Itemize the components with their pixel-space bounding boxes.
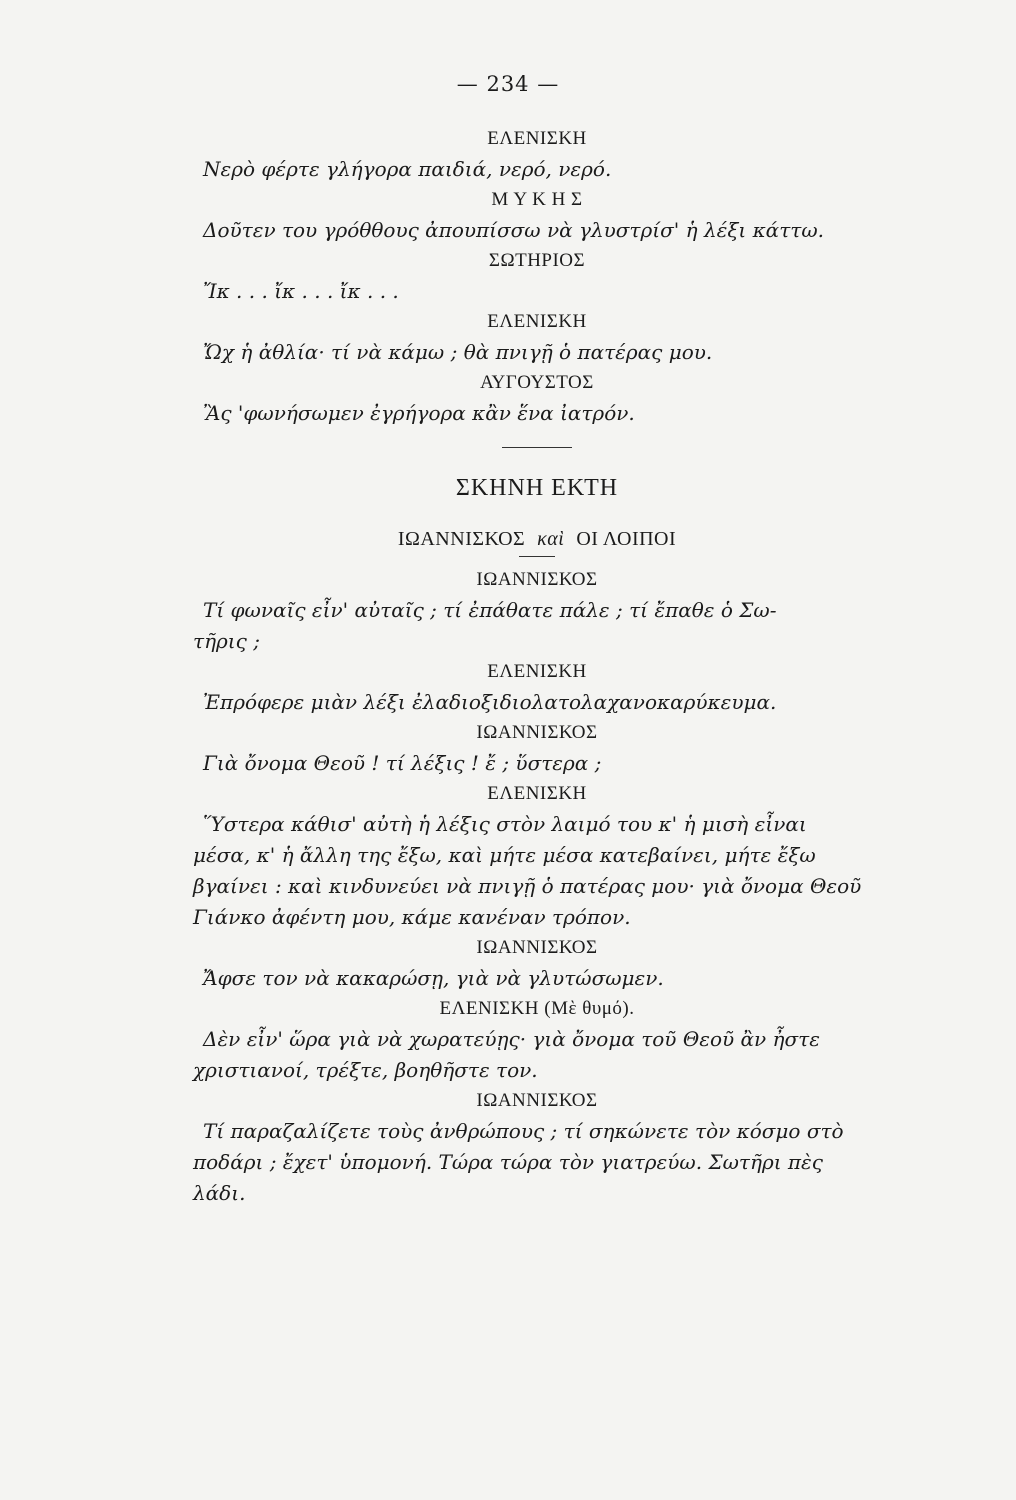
dialogue-line: λάδι. <box>193 1181 246 1205</box>
dialogue-line: βγαίνει : καὶ κινδυνεύει νὰ πνιγῇ ὁ πατέρας μου· γιὰ ὄνομα Θεοῦ <box>193 874 862 898</box>
dialogue-line: Τί παραζαλίζετε τοὺς ἀνθρώπους ; τί σηκώνετε τὸν κόσμο στὸ <box>203 1119 844 1143</box>
dialogue-line: Ὕστερα κάθισ' αὐτὴ ἡ λέξις στὸν λαιμό του κ' ἡ μισὴ εἶναι <box>203 812 807 836</box>
speaker-name: ΙΩΑΝΝΙΣΚΟΣ <box>476 722 598 743</box>
cast-second: ΟΙ ΛΟΙΠΟΙ <box>576 528 677 550</box>
dialogue-line: τῆρις ; <box>193 629 260 653</box>
dialogue-line: ποδάρι ; ἔχετ' ὑπομονή. Τώρα τώρα τὸν γιατρεύω. Σωτῆρι πὲς <box>193 1150 823 1174</box>
dialogue-line: Ἐπρόφερε μιὰν λέξι ἐλαδιοξιδιολατολαχανοκαρύκευμα. <box>203 690 777 714</box>
dialogue-line: Γιάνκο ἀφέντη μου, κάμε κανέναν τρόπον. <box>193 905 631 929</box>
scene-title: ΣΚΗΝΗ ΕΚΤΗ <box>455 475 619 501</box>
page-number: — 234 — <box>456 72 560 96</box>
scene-cast <box>193 524 881 554</box>
speaker-name: ΕΛΕΝΙΣΚΗ (Μὲ θυμό). <box>439 998 635 1019</box>
speaker-name: ΙΩΑΝΝΙΣΚΟΣ <box>476 1090 598 1111</box>
speaker-name: Μ Υ Κ Η Σ <box>491 189 583 210</box>
play-text <box>193 124 881 1209</box>
cast-divider <box>519 556 555 557</box>
speaker-name: ΑΥΓΟΥΣΤΟΣ <box>480 372 594 393</box>
dialogue-block-1 <box>193 124 881 429</box>
dialogue-line: μέσα, κ' ἡ ἄλλη της ἔξω, καὶ μήτε μέσα κατεβαίνει, μήτε ἔξω <box>193 843 816 867</box>
cast-first: ΙΩΑΝΝΙΣΚΟΣ <box>397 528 526 550</box>
speaker-name: ΙΩΑΝΝΙΣΚΟΣ <box>476 937 598 958</box>
speaker-name: ΕΛΕΝΙΣΚΗ <box>487 661 587 682</box>
speaker-name: ΕΛΕΝΙΣΚΗ <box>487 311 587 332</box>
dialogue-line: Τί φωναῖς εἶν' αὐταῖς ; τί ἐπάθατε πάλε ; τί ἔπαθε ὁ Σω- <box>203 598 777 622</box>
dialogue-line: Νερὸ φέρτε γλήγορα παιδιά, νερό, νερό. <box>203 157 612 181</box>
section-divider <box>502 447 572 448</box>
dialogue-line: Ἴκ . . . ἴκ . . . ἴκ . . . <box>203 279 399 303</box>
dialogue-block-2 <box>193 565 881 1209</box>
speaker-name: ΙΩΑΝΝΙΣΚΟΣ <box>476 569 598 590</box>
dialogue-line: Δὲν εἶν' ὥρα γιὰ νὰ χωρατεύῃς· γιὰ ὄνομα τοῦ Θεοῦ ἂν ἦστε <box>203 1027 820 1051</box>
cast-conjunction: καὶ <box>537 528 565 550</box>
speaker-name: ΣΩΤΗΡΙΟΣ <box>488 250 586 271</box>
dialogue-line: Δοῦτεν του γρόθθους ἀπουπίσσω νὰ γλυστρίσ' ἡ λέξι κάττω. <box>203 218 824 242</box>
dialogue-line: Γιὰ ὄνομα Θεοῦ ! τί λέξις ! ἔ ; ὕστερα ; <box>203 751 602 775</box>
dialogue-line: χριστιανοί, τρέξτε, βοηθῆστε τον. <box>193 1058 538 1082</box>
speaker-name: ΕΛΕΝΙΣΚΗ <box>487 783 587 804</box>
dialogue-line: Ἄφσε τον νὰ κακαρώσῃ, γιὰ νὰ γλυτώσωμεν. <box>203 966 664 990</box>
dialogue-line: Ἂς 'φωνήσωμεν ἐγρήγορα κἂν ἕνα ἰατρόν. <box>203 401 635 425</box>
speaker-name: ΕΛΕΝΙΣΚΗ <box>487 128 587 149</box>
dialogue-line: Ὤχ ἡ ἀθλία· τί νὰ κάμω ; θὰ πνιγῇ ὁ πατέρας μου. <box>203 340 713 364</box>
